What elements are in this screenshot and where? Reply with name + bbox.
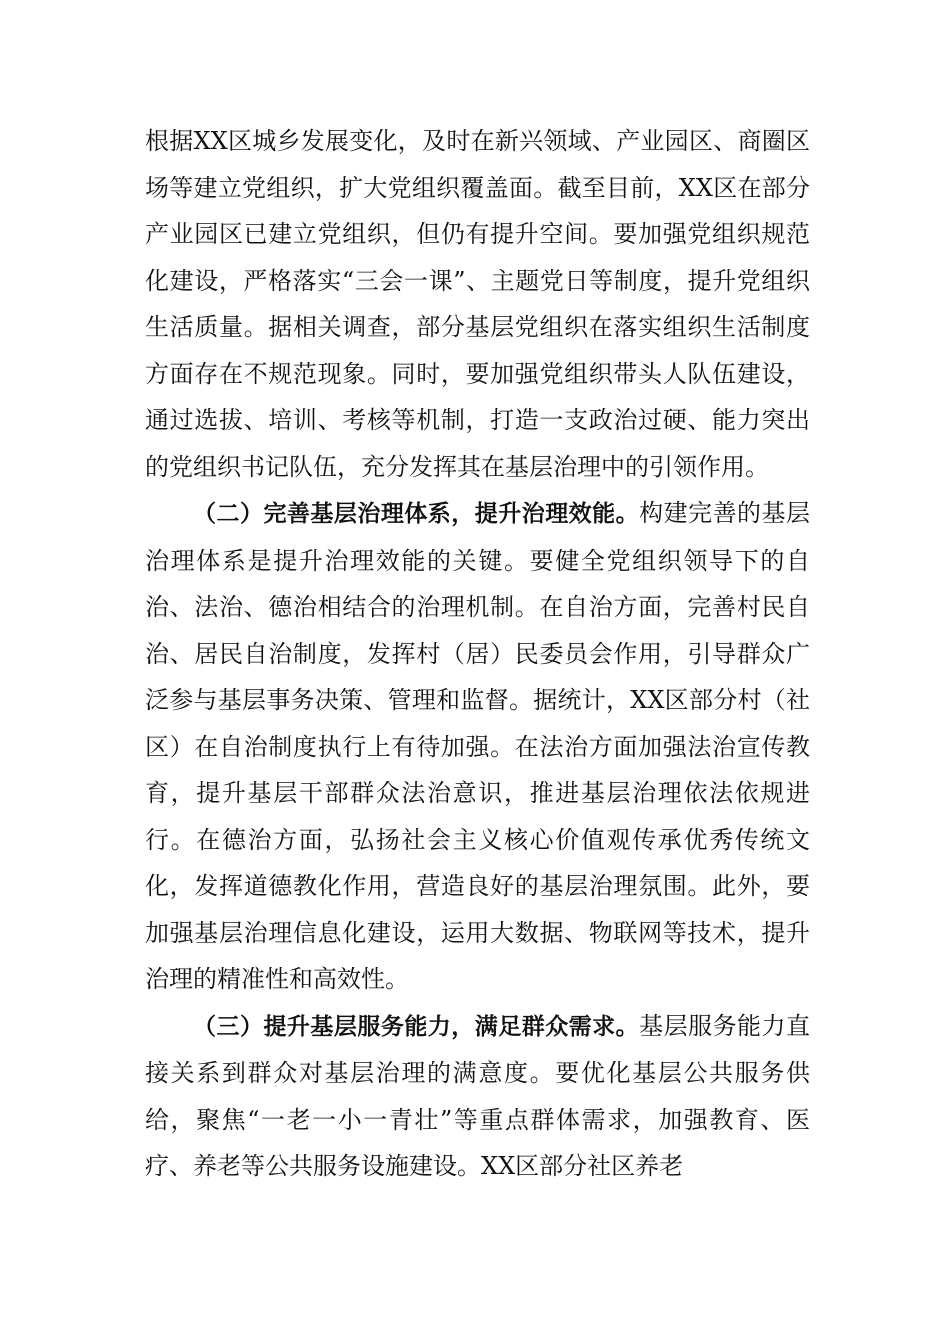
section-heading-3: （三）提升基层服务能力，满足群众需求。	[193, 1013, 640, 1040]
paragraph-2	[145, 490, 810, 1003]
section-heading-2: （二）完善基层治理体系，提升治理效能。	[193, 501, 640, 527]
paragraph-1: 根据XX区城乡发展变化，及时在新兴领域、产业园区、商圈区场等建立党组织，扩大党组织覆盖面。截至目前，XX区在部分产业园区已建立党组织，但仍有提升空间。要加强党组织规范化建设，严格落实“三会一课”、主题党日等制度，提升党组织生活质量。据相关调查，部分基层党组织在落实组织生活制度方面存在不规范现象。同时，要加强党组织带头人队伍建设，通过选拔、培训、考核等机制，打造一支政治过硬、能力突出的党组织书记队伍，充分发挥其在基层治理中的引领作用。	[145, 127, 810, 481]
paragraph-2-body: 构建完善的基层治理体系是提升治理效能的关键。要健全党组织领导下的自治、法治、德治相结合的治理机制。在自治方面，完善村民自治、居民自治制度，发挥村（居）民委员会作用，引导群众广泛参与基层事务决策、管理和监督。据统计，XX区部分村（社区）在自治制度执行上有待加强。在法治方面加强法治宣传教育，提升基层干部群众法治意识，推进基层治理依法依规进行。在德治方面，弘扬社会主义核心价值观传承优秀传统文化，发挥道德教化作用，营造良好的基层治理氛围。此外，要加强基层治理信息化建设，运用大数据、物联网等技术，提升治理的精准性和高效性。	[145, 499, 811, 993]
paragraph-3-body: 基层服务能力直接关系到群众对基层治理的满意度。要优化基层公共服务供给，聚焦“一老一小一青壮”等重点群体需求，加强教育、医疗、养老等公共服务设施建设。XX区部分社区养老	[145, 1011, 811, 1180]
document-body	[145, 118, 810, 1190]
paragraph-3	[145, 1003, 810, 1190]
